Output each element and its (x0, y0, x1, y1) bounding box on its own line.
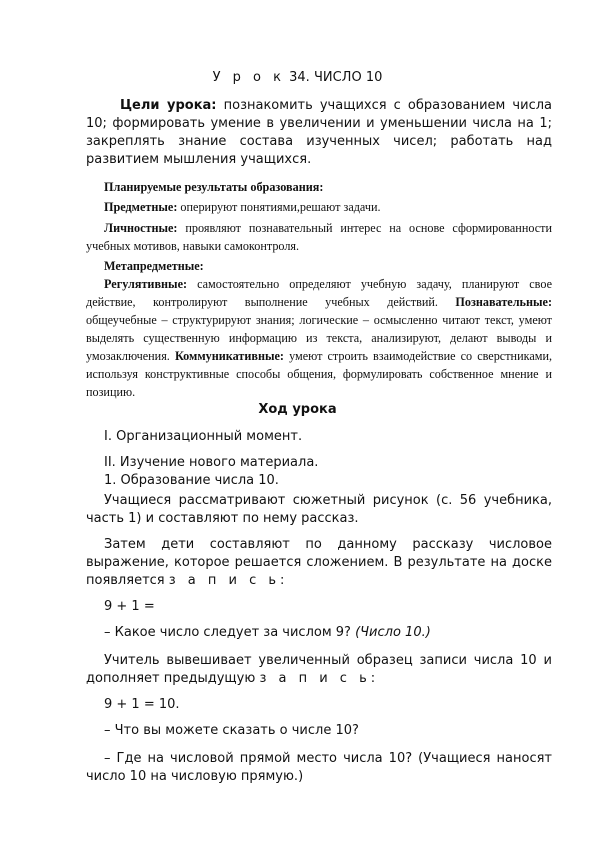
paragraph-story: Учащиеся рассматривают сюжетный рисунок (с. 56 учебника, часть 1) и составляют по нему рассказ. (86, 493, 552, 526)
meta-heading-text: Метапредметные: (104, 259, 204, 273)
equation-2: 9 + 1 = 10. (104, 697, 180, 712)
question-1-answer: (Число 10.) (355, 625, 431, 640)
goals-label: Цели урока: (120, 98, 217, 113)
subject-results (86, 198, 552, 216)
cognitive-label: Познавательные: (455, 295, 553, 309)
lesson-course-heading: Ход урока (258, 402, 337, 417)
subsection-number-10: 1. Образование числа 10. (104, 473, 279, 488)
lesson-title (0, 70, 595, 85)
communicative-label: Коммуникативные: (174, 349, 284, 363)
question-1 (86, 624, 552, 642)
paragraph-teacher (86, 652, 552, 688)
meta-results (86, 275, 552, 401)
question-3: – Где на числовой прямой место числа 10? (Учащиеся наносят число 10 на числовую прямую.) (86, 751, 552, 784)
section-new-material: II. Изучение нового материала. (104, 455, 319, 470)
personal-results (86, 219, 552, 255)
personal-label: Личностные: (104, 221, 178, 235)
paragraph-teacher-text: Учитель вывешивает увеличенный образец записи числа 10 и дополняет предыдущую (86, 653, 552, 686)
question-2: – Что вы можете сказать о числе 10? (104, 723, 359, 738)
lesson-title-prefix: У р о к (212, 70, 285, 85)
paragraph-expression (86, 536, 552, 590)
lesson-goals (86, 97, 552, 169)
lesson-title-number: 34. (289, 70, 310, 85)
lesson-title-topic: ЧИСЛО 10 (313, 70, 383, 85)
paragraph-expression-word: з а п и с ь: (168, 573, 289, 588)
results-heading-text: Планируемые результаты образования: (104, 180, 324, 194)
results-heading (86, 178, 552, 196)
cognitive-text: общеучебные – структурируют знания; логические – осмысленно читают текст, умеют выделять существенную информацию из текста, анализируют, делают выводы и умозаключения. (86, 313, 552, 363)
section-organizational: I. Организационный момент. (104, 429, 303, 444)
subject-label: Предметные: (104, 200, 178, 214)
personal-text: проявляют познавательный интерес на основе сформированности учебных мотивов, навыки самоконтроля. (86, 221, 553, 253)
paragraph-teacher-word: з а п и с ь: (259, 671, 380, 686)
paragraph-expression-text: Затем дети составляют по данному рассказу числовое выражение, которое решается сложением. В результате на доске появляется (86, 537, 552, 588)
subject-text: оперируют понятиями,решают задачи. (180, 200, 381, 214)
regulatory-text: самостоятельно определяют учебную задачу, планируют свое действие, контролируют выполнение учебных действий. (86, 277, 552, 309)
question-1-text: – Какое число следует за числом 9? (104, 625, 351, 640)
communicative-text: умеют строить взаимодействие со сверстниками, используя конструктивные способы общения, формулировать собственное мнение и позицию. (86, 349, 553, 399)
regulatory-label: Регулятивные: (104, 277, 188, 291)
goals-text: познакомить учащихся с образованием числа 10; формировать умение в увеличении и уменьшении числа на 1; закреплять знание состава изученных чисел; работать над развитием мышления учащихся. (86, 98, 552, 167)
equation-1: 9 + 1 = (104, 599, 155, 614)
meta-heading (86, 257, 552, 275)
